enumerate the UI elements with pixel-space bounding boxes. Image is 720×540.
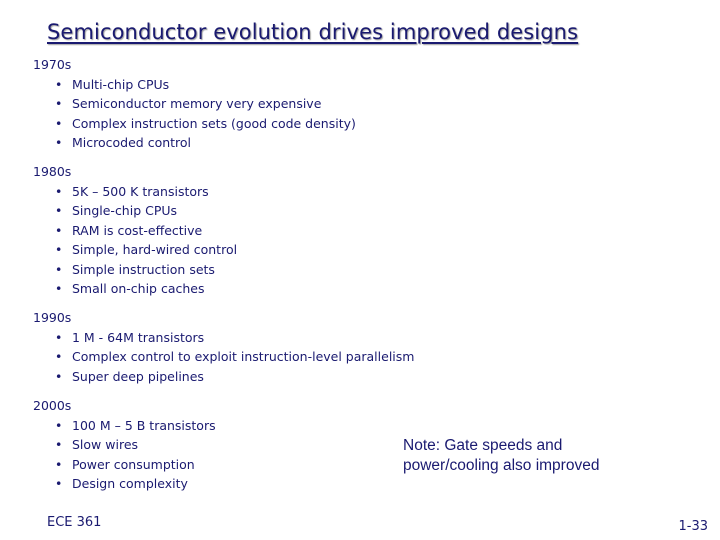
list-item-text: Simple, hard-wired control bbox=[72, 242, 238, 257]
bullet-icon: • bbox=[55, 261, 63, 277]
list-item bbox=[55, 435, 216, 455]
list-item-text: Complex instruction sets (good code density) bbox=[72, 115, 356, 131]
section-heading: 1990s bbox=[33, 310, 72, 325]
bullet-list bbox=[33, 328, 414, 387]
list-item bbox=[55, 347, 414, 367]
bullet-icon: • bbox=[55, 115, 63, 131]
list-item-text: Semiconductor memory very expensive bbox=[72, 96, 322, 111]
bullet-icon: • bbox=[55, 183, 63, 199]
bullet-icon: • bbox=[55, 329, 63, 345]
list-item bbox=[55, 474, 216, 494]
list-item bbox=[55, 94, 356, 114]
list-item bbox=[55, 455, 216, 475]
section-2000s bbox=[33, 396, 216, 494]
bullet-icon: • bbox=[55, 96, 63, 111]
list-item-text: Slow wires bbox=[72, 437, 139, 452]
list-item bbox=[55, 114, 356, 134]
list-item bbox=[55, 75, 356, 95]
list-item bbox=[55, 416, 216, 436]
list-item-text: Super deep pipelines bbox=[72, 368, 204, 384]
list-item-text: 100 M – 5 B transistors bbox=[72, 417, 216, 433]
bullet-icon: • bbox=[55, 242, 63, 257]
bullet-icon: • bbox=[55, 456, 63, 472]
bullet-icon: • bbox=[55, 281, 63, 296]
bullet-icon: • bbox=[55, 476, 63, 491]
list-item-text: Single-chip CPUs bbox=[72, 203, 178, 218]
course-label: ECE 361 bbox=[47, 515, 102, 530]
list-item-text: Microcoded control bbox=[72, 135, 192, 150]
list-item bbox=[55, 133, 356, 153]
bullet-icon: • bbox=[55, 222, 63, 238]
list-item-text: Complex control to exploit instruction-level parallelism bbox=[72, 349, 415, 364]
section-1980s bbox=[33, 162, 237, 299]
page-number: 1-33 bbox=[678, 519, 708, 534]
bullet-icon: • bbox=[55, 76, 63, 92]
section-heading: 1980s bbox=[33, 164, 72, 179]
section-1990s bbox=[33, 308, 414, 386]
list-item bbox=[55, 260, 237, 280]
bullet-icon: • bbox=[55, 135, 63, 150]
bullet-icon: • bbox=[55, 349, 63, 364]
list-item bbox=[55, 182, 237, 202]
list-item-text: Simple instruction sets bbox=[72, 261, 215, 277]
bullet-list bbox=[33, 75, 356, 153]
bullet-icon: • bbox=[55, 203, 63, 218]
list-item bbox=[55, 221, 237, 241]
list-item-text: Small on-chip caches bbox=[72, 281, 205, 296]
list-item-text: Power consumption bbox=[72, 456, 195, 472]
list-item bbox=[55, 279, 237, 299]
list-item-text: Design complexity bbox=[72, 476, 188, 491]
bullet-icon: • bbox=[55, 437, 63, 452]
slide-title: Semiconductor evolution drives improved designs bbox=[47, 20, 579, 44]
section-heading: 2000s bbox=[33, 398, 72, 413]
bullet-icon: • bbox=[55, 368, 63, 384]
list-item bbox=[55, 240, 237, 260]
list-item-text: RAM is cost-effective bbox=[72, 222, 203, 238]
list-item bbox=[55, 201, 237, 221]
bullet-icon: • bbox=[55, 417, 63, 433]
section-heading: 1970s bbox=[33, 57, 72, 72]
list-item bbox=[55, 367, 414, 387]
list-item-text: 1 M - 64M transistors bbox=[72, 329, 205, 345]
section-1970s bbox=[33, 55, 356, 153]
bullet-list bbox=[33, 416, 216, 494]
list-item bbox=[55, 328, 414, 348]
list-item-text: Multi-chip CPUs bbox=[72, 76, 170, 92]
list-item-text: 5K – 500 K transistors bbox=[72, 183, 209, 199]
note-text: Note: Gate speeds and power/cooling also improved bbox=[403, 437, 600, 474]
bullet-list bbox=[33, 182, 237, 299]
